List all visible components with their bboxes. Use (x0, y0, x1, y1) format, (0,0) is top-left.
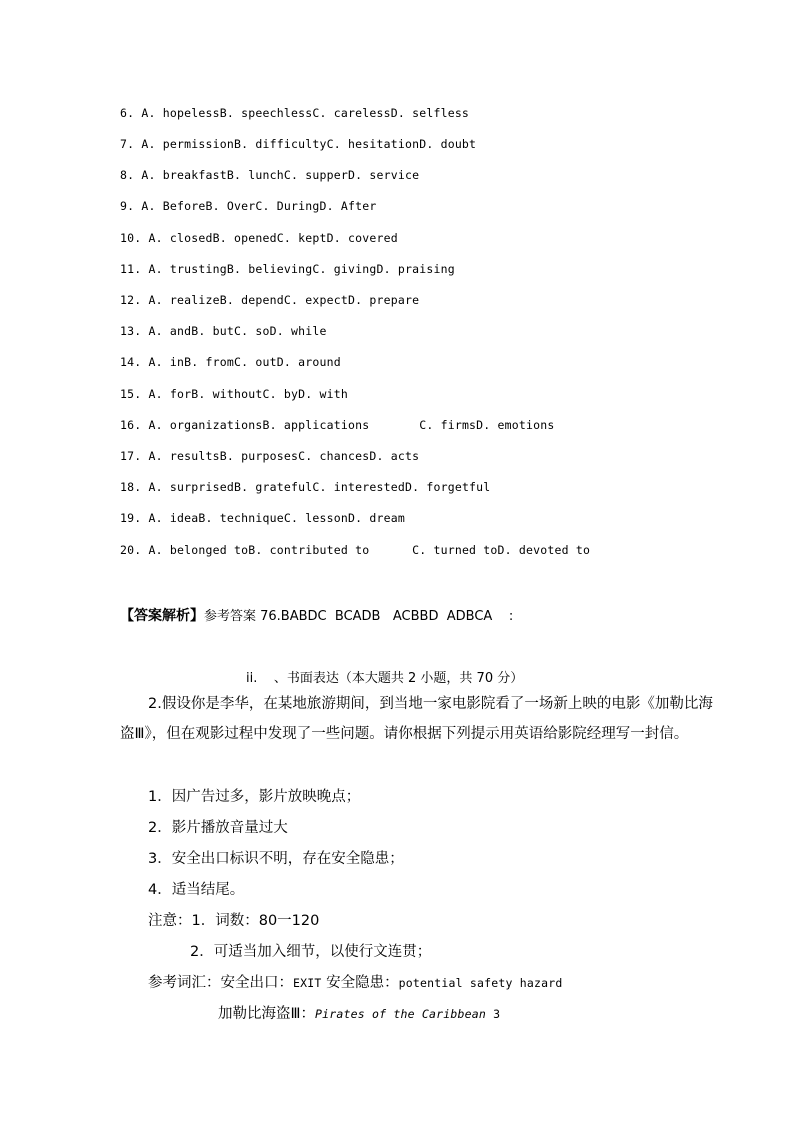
prompt-point: 3．安全出口标识不明，存在安全隐患； (148, 851, 404, 867)
note-line: 注意：1．词数：80一120 (148, 913, 320, 929)
vocab-line: 加勒比海盗Ⅲ：Pirates of the Caribbean 3 (218, 1006, 501, 1022)
question-item: 17. A. resultsB. purposesC. chancesD. acts (120, 449, 420, 463)
question-item: 13. A. andB. butC. soD. while (120, 324, 327, 338)
question-item: 18. A. surprisedB. gratefulC. interestedD. forgetful (120, 480, 491, 494)
question-item: 20. A. belonged toB. contributed to C. turned toD. devoted to (120, 543, 591, 557)
question-item: 10. A. closedB. openedC. keptD. covered (120, 231, 398, 245)
prompt-point: 1．因广告过多，影片放映晚点； (148, 789, 361, 805)
question-item: 7. A. permissionB. difficultyC. hesitationD. doubt (120, 137, 477, 151)
prompt-point: 2．影片播放音量过大 (148, 820, 288, 836)
question-item: 12. A. realizeB. dependC. expectD. prepare (120, 293, 420, 307)
question-item: 8. A. breakfastB. lunchC. supperD. service (120, 168, 420, 182)
question-item: 9. A. BeforeB. OverC. DuringD. After (120, 199, 377, 213)
question-item: 6. A. hopelessB. speechlessC. carelessD. selfless (120, 106, 470, 120)
question-item: 11. A. trustingB. believingC. givingD. praising (120, 262, 455, 276)
question-item: 19. A. ideaB. techniqueC. lessonD. dream (120, 511, 405, 525)
answer-text: 参考答案 76.BABDC BCADB ACBBD ADBCA : (204, 609, 514, 624)
question-item: 15. A. forB. withoutC. byD. with (120, 387, 348, 401)
prompt-point: 4．适当结尾。 (148, 882, 245, 898)
question-item: 14. A. inB. fromC. outD. around (120, 355, 341, 369)
section-heading: ii. 、书面表达（本大题共 2 小题，共 70 分） (246, 671, 524, 686)
question-item: 16. A. organizationsB. applications C. firmsD. emotions (120, 418, 555, 432)
answer-explanation (120, 605, 513, 625)
vocab-line: 参考词汇：安全出口：EXIT 安全隐患：potential safety hazard (148, 975, 563, 991)
answer-label: 【答案解析】 (120, 608, 204, 624)
note-line: 2．可适当加入细节，以使行文连贯； (190, 944, 432, 960)
prompt-intro: 2.假设你是李华，在某地旅游期间，到当地一家电影院看了一场新上映的电影《加勒比海盗Ⅲ》，但在观影过程中发现了一些问题。请你根据下列提示用英语给影院经理写一封信。 (120, 696, 713, 742)
